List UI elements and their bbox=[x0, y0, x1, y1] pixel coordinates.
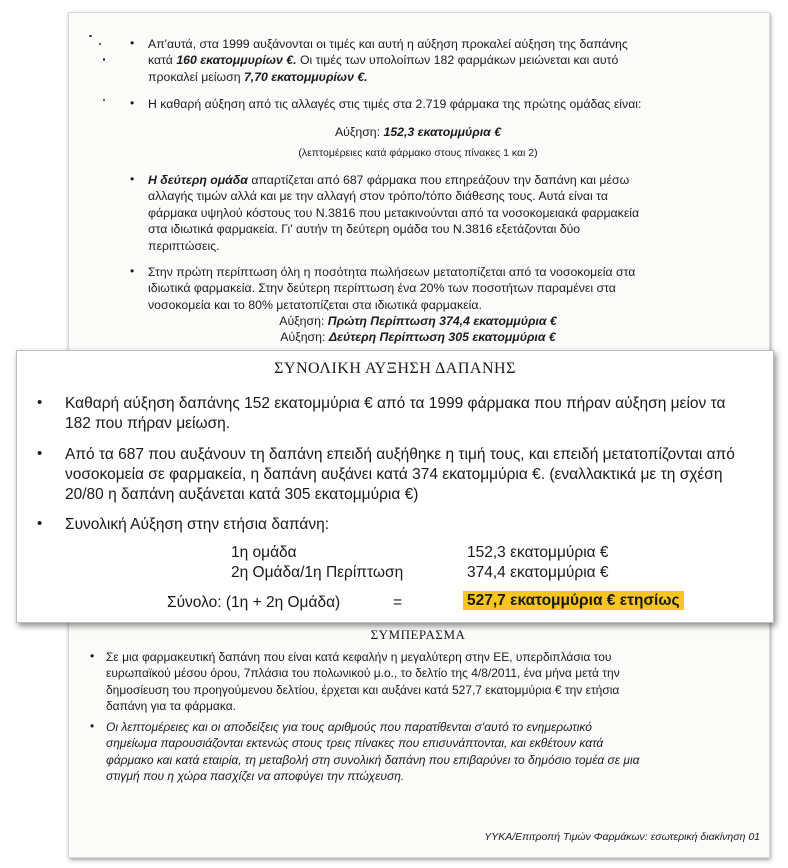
b1-line2 bbox=[148, 52, 748, 68]
c2-line3: φάρμακο και κατά εταιρία, τη μεταβολή στη συνολική δαπάνη που επιβαρύνει το δημόσιο τομέα σε μια bbox=[106, 752, 640, 767]
c2-line1: Οι λεπτομέρειες και οι αποδείξεις για τους αριθμούς που παρατίθενται σ'αυτό το ενημερωτικό bbox=[106, 720, 592, 734]
bullet-1: • bbox=[130, 36, 135, 50]
paragraph-price-increase bbox=[148, 36, 748, 85]
summary-bullet-2: • bbox=[37, 445, 43, 462]
total-label: Σύνολο: (1η + 2η Ομάδα) bbox=[167, 594, 341, 611]
summary-paragraph-1 bbox=[65, 394, 765, 434]
paragraph-net-increase: Η καθαρή αύξηση από τις αλλαγές στις τιμές στα 2.719 φάρμακα της πρώτης ομάδας είναι: bbox=[148, 97, 642, 111]
conclusion-paragraph-2 bbox=[106, 719, 766, 785]
b4-line2: ιδιωτικά φαρμακεία. Στην δεύτερη περίπτωση ένα 20% των ποσοτήτων παραμένει στα bbox=[148, 281, 616, 296]
summary-bullet-1: • bbox=[37, 394, 43, 411]
b1-line2-post: Οι τιμές των υπολοίπων 182 φαρμάκων μειώνεται και αυτό bbox=[296, 53, 619, 68]
summary-title: ΣΥΝΟΛΙΚΗ ΑΥΞΗΣΗ ΔΑΠΑΝΗΣ bbox=[274, 360, 516, 377]
b3-em: Η δεύτερη ομάδα bbox=[148, 173, 248, 187]
bullet-4: • bbox=[130, 264, 135, 278]
increase-line bbox=[68, 124, 768, 140]
row1-value: 152,3 εκατομμύρια € bbox=[467, 544, 609, 561]
b1-line3 bbox=[148, 69, 748, 85]
s1-line2: 182 που πήραν μείωση. bbox=[65, 415, 231, 432]
row2-value: 374,4 εκατομμύρια € bbox=[467, 564, 609, 581]
paragraph-second-group bbox=[148, 172, 748, 254]
c1-line3: δημοσίευση του προηγούμενου δελτίου, έρχεται και αυξάνει κατά 527,7 εκατομμύρια € την ετήσια bbox=[106, 682, 620, 697]
summary-paragraph-3: Συνολική Αύξηση στην ετήσια δαπάνη: bbox=[65, 516, 330, 533]
b4-line3: νοσοκομεία και το 80% μετατοπίζεται στα ιδιωτικά φαρμακεία. bbox=[148, 297, 482, 312]
b3-line1-text: απαρτίζεται από 687 φάρμακα που επηρεάζουν την δαπάνη και μέσω bbox=[247, 173, 630, 187]
c1-line4: δαπάνη για τα φάρμακα. bbox=[106, 699, 236, 714]
conclusion-title: ΣΥΜΠΕΡΑΣΜΑ bbox=[370, 627, 466, 642]
s2-line2: νοσοκομεία σε φαρμακεία, η δαπάνη αυξάνει κατά 374 εκατομμύρια €. (εναλλακτικά με τη σχέση bbox=[65, 466, 723, 483]
summary-bullet-3: • bbox=[37, 515, 43, 532]
detail-note: (λεπτομέρειες κατά φάρμακο στους πίνακες 1 και 2) bbox=[298, 147, 538, 159]
conclusion-bullet-1: • bbox=[90, 649, 95, 663]
b3-line1 bbox=[148, 172, 748, 188]
c2-line2: σημείωμα παρουσιάζονται εκτενώς στους τρεις πίνακες που επισυνάπτονται, και εκθέτουν κατά bbox=[106, 736, 604, 751]
s2-line3: 20/80 η δαπάνη αυξάνεται κατά 305 εκατομμύρια €) bbox=[65, 486, 419, 503]
b3-line5: περιπτώσεις. bbox=[148, 238, 220, 253]
total-value-highlight: 527,7 εκατομμύρια € ετησίως bbox=[463, 591, 684, 610]
row2-label: 2η Ομάδα/1η Περίπτωση bbox=[231, 564, 404, 581]
case1-em: Πρώτη Περίπτωση 374,4 εκατομμύρια € bbox=[327, 314, 557, 328]
paragraph-cases bbox=[148, 264, 748, 313]
total-value bbox=[463, 592, 684, 610]
b1-line1: Απ'αυτά, στα 1999 αυξάνονται οι τιμές και αυτή η αύξηση προκαλεί αύξηση της δαπάνης bbox=[148, 37, 628, 51]
total-increase-summary-box bbox=[16, 350, 774, 623]
b3-line3: φάρμακα υψηλού κόστους του Ν.3816 που μετακινούνται από τα νοσοκομειακά φαρμακεία bbox=[148, 205, 640, 220]
case2-em: Δεύτερη Περίπτωση 305 εκατομμύρια € bbox=[328, 330, 556, 344]
s1-line1: Καθαρή αύξηση δαπάνης 152 εκατομμύρια € από τα 1999 φάρμακα που πήραν αύξηση μείον τα bbox=[65, 395, 726, 412]
increase-pre: Αύξηση: bbox=[334, 125, 384, 139]
b1-line2-pre: κατά bbox=[148, 53, 177, 68]
bullet-2: • bbox=[130, 96, 135, 110]
b4-line1: Στην πρώτη περίπτωση όλη η ποσότητα πωλήσεων μετατοπίζεται από τα νοσοκομεία στα bbox=[148, 265, 636, 279]
case1-line bbox=[68, 313, 768, 329]
conclusion-paragraph-1 bbox=[106, 649, 766, 715]
row1-label: 1η ομάδα bbox=[231, 544, 297, 561]
s2-line1: Από τα 687 που αυξάνουν τη δαπάνη επειδή αυξήθηκε η τιμή τους, και επειδή μετατοπίζονται από bbox=[65, 446, 735, 463]
b1-line3-em: 7,70 εκατομμυρίων €. bbox=[243, 69, 368, 84]
document-footer: ΥΥΚΑ/Επιτροπή Τιμών Φαρμάκων: εσωτερική διακίνηση 01 bbox=[484, 831, 760, 843]
b3-line2: αλλαγής τιμών αλλά και με την αλλαγή στον τρόπο/τόπο διάθεσης τους. Αυτά είναι τα bbox=[148, 189, 608, 204]
increase-em: 152,3 εκατομμύρια € bbox=[383, 125, 502, 139]
case1-pre: Αύξηση: bbox=[279, 314, 328, 328]
case2-line bbox=[68, 329, 768, 345]
b3-line4: στα ιδιωτικά φαρμακεία. Γι' αυτήν τη δεύτερη ομάδα του Ν.3816 εξετάζονται δύο bbox=[148, 222, 581, 237]
b1-line2-em: 160 εκατομμυρίων €. bbox=[176, 53, 297, 68]
conclusion-bullet-2: • bbox=[90, 719, 95, 733]
bullet-3: • bbox=[130, 172, 135, 186]
c1-line2: ευρωπαϊκού μέσου όρου, 7πλάσια του πολωνικού μ.ο., το δελτίο της 4/8/2011, ένα μήνα μετά την bbox=[106, 666, 620, 681]
total-equals: = bbox=[393, 594, 403, 611]
c1-line1: Σε μια φαρμακευτική δαπάνη που είναι κατά κεφαλήν η μεγαλύτερη στην ΕΕ, υπερδιπλάσια του bbox=[106, 650, 612, 664]
case2-pre: Αύξηση: bbox=[280, 330, 329, 344]
c2-line4: στιγμή που η χώρα πασχίζει να αποφύγει την πτώχευση. bbox=[106, 769, 405, 784]
b1-line3-pre: προκαλεί μείωση bbox=[148, 69, 244, 84]
summary-paragraph-2 bbox=[65, 445, 765, 505]
